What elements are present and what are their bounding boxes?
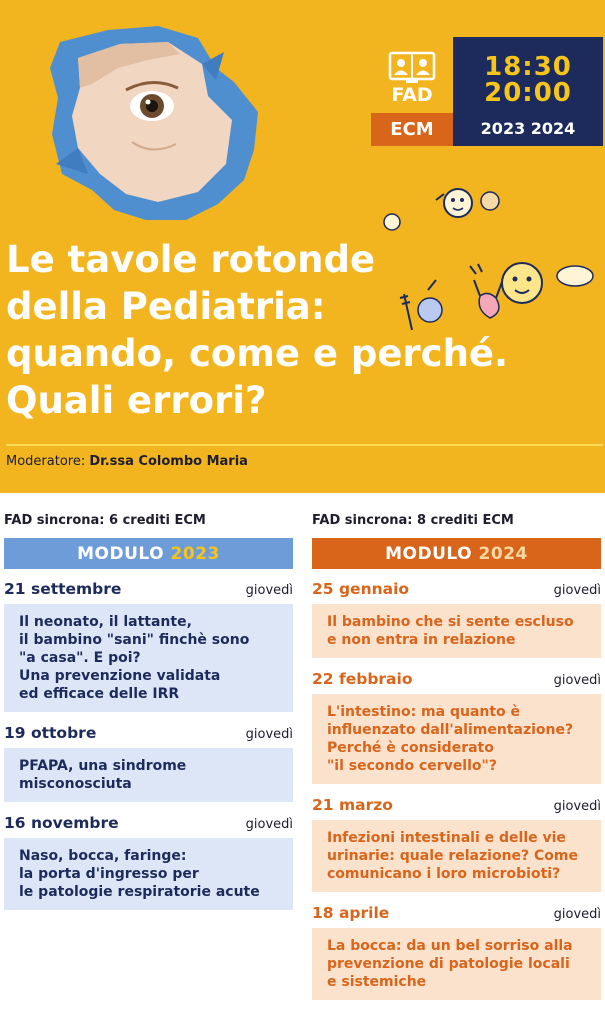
session-date: 19 ottobre: [4, 724, 97, 742]
topic-line: Il bambino che si sente escluso: [327, 614, 574, 630]
session-date: 25 gennaio: [312, 580, 410, 598]
topic-line: e non entra in relazione: [327, 632, 516, 648]
time-box: [453, 37, 603, 146]
video-call-icon: [388, 51, 436, 85]
module-word: MODULO: [77, 543, 165, 564]
topic-line: "il secondo cervello"?: [327, 758, 497, 774]
title-line: Quali errori?: [6, 379, 267, 422]
moderator: [6, 454, 248, 469]
module-header: [4, 538, 293, 569]
topic-line: "a casa". E poi?: [19, 650, 141, 666]
module-header: [312, 538, 601, 569]
schedule-badge: [371, 37, 603, 148]
session-entry: [312, 580, 601, 658]
session-day: giovedì: [553, 799, 601, 814]
time-start: 18:30: [484, 52, 572, 82]
module-year: 2023: [170, 543, 220, 564]
fad-badge: [371, 37, 453, 113]
credits-label: FAD sincrona: 8 crediti ECM: [312, 513, 514, 528]
title-line: Le tavole rotonde: [6, 238, 376, 281]
session-entry: [312, 796, 601, 892]
session-topic: [4, 838, 293, 910]
topic-line: il bambino "sani" finchè sono: [19, 632, 250, 648]
topic-line: Una prevenzione validata: [19, 668, 221, 684]
session-date: 16 novembre: [4, 814, 119, 832]
topic-line: comunicano i loro microbioti?: [327, 866, 561, 882]
topic-line: le patologie respiratorie acute: [19, 884, 260, 900]
years-label: [453, 119, 603, 138]
session-day: giovedì: [553, 583, 601, 598]
credits-label: FAD sincrona: 6 crediti ECM: [4, 513, 206, 528]
topic-line: Infezioni intestinali e delle vie: [327, 830, 566, 846]
topic-line: Naso, bocca, faringe:: [19, 848, 187, 864]
topic-line: ed efficace delle IRR: [19, 686, 180, 702]
module-year: 2024: [478, 543, 528, 564]
moderator-name: Dr.ssa Colombo Maria: [89, 454, 248, 469]
session-topic: [4, 748, 293, 802]
session-date: 21 settembre: [4, 580, 122, 598]
title-line: della Pediatria:: [6, 285, 326, 328]
session-entry: [312, 904, 601, 1000]
topic-line: influenzato dall'alimentazione?: [327, 722, 574, 738]
topic-line: urinarie: quale relazione? Come: [327, 848, 579, 864]
session-day: giovedì: [245, 817, 293, 832]
topic-line: La bocca: da un bel sorriso alla: [327, 938, 573, 954]
topic-line: misconosciuta: [19, 776, 132, 792]
session-topic: [4, 604, 293, 712]
session-date: 22 febbraio: [312, 670, 413, 688]
session-date: 18 aprile: [312, 904, 390, 922]
divider-line: [6, 444, 603, 446]
topic-line: la porta d'ingresso per: [19, 866, 199, 882]
topic-line: L'intestino: ma quanto è: [327, 704, 521, 720]
session-topic: [312, 928, 601, 1000]
hero-banner: [0, 0, 605, 493]
ecm-badge: ECM: [371, 113, 453, 146]
fad-label: FAD: [391, 84, 433, 106]
session-topic: [312, 694, 601, 784]
topic-line: Il neonato, il lattante,: [19, 614, 192, 630]
session-day: giovedì: [553, 907, 601, 922]
moderator-label: Moderatore:: [6, 454, 86, 469]
session-entry: [4, 580, 293, 712]
topic-line: Perché è considerato: [327, 740, 494, 756]
session-entry: [312, 670, 601, 784]
topic-line: PFAPA, una sindrome: [19, 758, 187, 774]
event-title: [6, 236, 566, 424]
topic-line: e sistemiche: [327, 974, 427, 990]
year-2024: 2024: [530, 119, 576, 138]
year-2023: 2023: [480, 119, 526, 138]
time-end: 20:00: [484, 78, 572, 108]
child-peeking-illustration: [48, 24, 260, 224]
session-entry: [4, 724, 293, 802]
session-topic: [312, 820, 601, 892]
session-entry: [4, 814, 293, 910]
session-date: 21 marzo: [312, 796, 393, 814]
topic-line: prevenzione di patologie locali: [327, 956, 570, 972]
module-word: MODULO: [385, 543, 473, 564]
session-day: giovedì: [245, 727, 293, 742]
session-day: giovedì: [553, 673, 601, 688]
title-line: quando, come e perché.: [6, 332, 509, 375]
session-topic: [312, 604, 601, 658]
session-day: giovedì: [245, 583, 293, 598]
